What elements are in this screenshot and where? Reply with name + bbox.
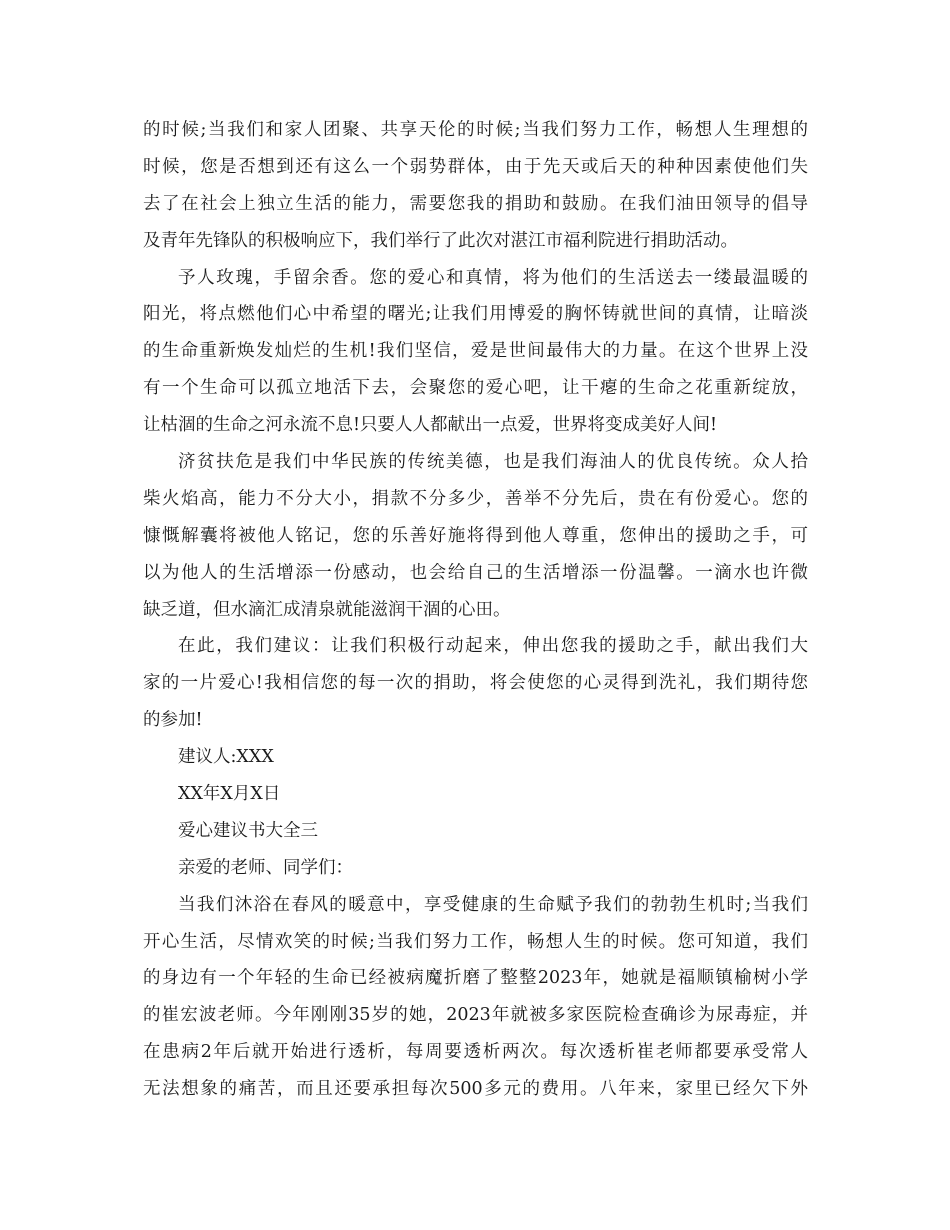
text-line: 在此，我们建议：让我们积极行动起来，伸出您我的援助之手，献出我们大: [178, 636, 808, 657]
text-line: 柴火焰高，能力不分大小，捐款不分多少，善举不分先后，贵在有份爱心。您的: [143, 488, 808, 509]
text-line: 的生命重新焕发灿烂的生机!我们坚信，爱是世间最伟大的力量。在这个世界上没: [143, 341, 808, 362]
text-line: 阳光，将点燃他们心中希望的曙光;让我们用博爱的胸怀铸就世间的真情，让暗淡: [143, 304, 808, 325]
text-line: 当我们沐浴在春风的暖意中，享受健康的生命赋予我们的勃勃生机时;当我们: [178, 894, 808, 915]
text-line: 时候，您是否想到还有这么一个弱势群体，由于先天或后天的种种因素使他们失: [143, 156, 808, 177]
text-line: 慷慨解囊将被他人铭记，您的乐善好施将得到他人尊重，您伸出的援助之手，可: [143, 525, 808, 546]
text-line: 有一个生命可以孤立地活下去，会聚您的爱心吧，让干瘪的生命之花重新绽放，: [143, 378, 808, 399]
text-line: 缺乏道，但水滴汇成清泉就能滋润干涸的心田。: [143, 599, 511, 620]
text-line: 在患病2年后就开始进行透析，每周要透析两次。每次透析崔老师都要承受常人: [143, 1042, 808, 1063]
text-line: 的身边有一个年轻的生命已经被病魔折磨了整整2023年，她就是福顺镇榆树小学: [143, 968, 808, 989]
text-line: 开心生活，尽情欢笑的时候;当我们努力工作，畅想人生的时候。您可知道，我们: [143, 931, 808, 952]
text-line: XX年X月X日: [178, 784, 281, 805]
text-line: 无法想象的痛苦，而且还要承担每次500多元的费用。八年来，家里已经欠下外: [143, 1079, 808, 1100]
text-line: 建议人:XXX: [178, 747, 274, 768]
text-line: 济贫扶危是我们中华民族的传统美德，也是我们海油人的优良传统。众人拾: [178, 452, 808, 473]
text-line: 让枯涸的生命之河永流不息!只要人人都献出一点爱，世界将变成美好人间!: [143, 415, 718, 436]
document-body: [143, 112, 808, 1108]
text-line: 家的一片爱心!我相信您的每一次的捐助，将会使您的心灵得到洗礼，我们期待您: [143, 673, 808, 694]
text-line: 的参加!: [143, 710, 203, 731]
text-line: 及青年先锋队的积极响应下，我们举行了此次对湛江市福利院进行捐助活动。: [143, 230, 738, 251]
text-line: 去了在社会上独立生活的能力，需要您我的捐助和鼓励。在我们油田领导的倡导: [143, 193, 808, 214]
text-line: 爱心建议书大全三: [178, 820, 318, 841]
text-line: 予人玫瑰，手留余香。您的爱心和真情，将为他们的生活送去一缕最温暖的: [178, 267, 808, 288]
text-line: 亲爱的老师、同学们：: [178, 857, 353, 878]
text-line: 的崔宏波老师。今年刚刚35岁的她，2023年就被多家医院检查确诊为尿毒症，并: [143, 1005, 808, 1026]
text-line: 以为他人的生活增添一份感动，也会给自己的生活增添一份温馨。一滴水也许微: [143, 562, 808, 583]
text-line: 的时候;当我们和家人团聚、共享天伦的时候;当我们努力工作，畅想人生理想的: [143, 120, 808, 140]
